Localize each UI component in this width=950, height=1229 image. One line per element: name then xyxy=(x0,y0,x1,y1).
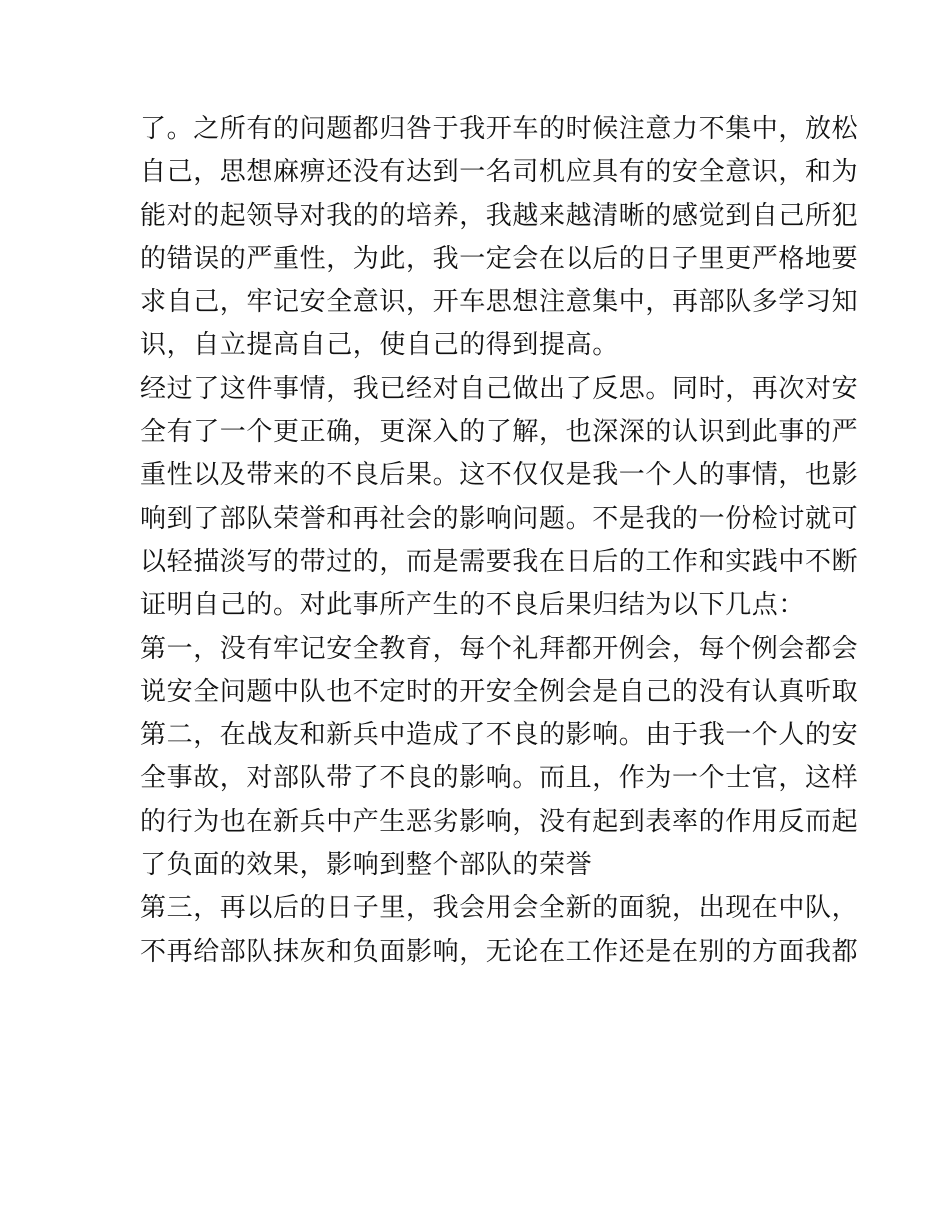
text-line: 求自己，牢记安全意识，开车思想注意集中，再部队多学习知 xyxy=(140,287,859,318)
text-line: 重性以及带来的不良后果。这不仅仅是我一个人的事情，也影 xyxy=(140,460,859,491)
text-line: 能对的起领导对我的的培养，我越来越清晰的感觉到自己所犯 xyxy=(140,200,859,231)
text-line: 自己，思想麻痹还没有达到一名司机应具有的安全意识，和为 xyxy=(140,157,859,188)
text-line: 经过了这件事情，我已经对自己做出了反思。同时，再次对安 xyxy=(140,373,859,404)
text-line: 响到了部队荣誉和再社会的影响问题。不是我的一份检讨就可 xyxy=(140,503,859,534)
text-line: 说安全问题中队也不定时的开安全例会是自己的没有认真听取 xyxy=(140,676,859,707)
text-line: 不再给部队抹灰和负面影响，无论在工作还是在别的方面我都 xyxy=(140,936,859,967)
text-line: 第三，再以后的日子里，我会用会全新的面貌，出现在中队， xyxy=(140,893,859,924)
text-line: 证明自己的。对此事所产生的不良后果归结为以下几点： xyxy=(140,590,806,621)
text-line: 的行为也在新兵中产生恶劣影响，没有起到表率的作用反而起 xyxy=(140,806,859,837)
text-line: 第一，没有牢记安全教育，每个礼拜都开例会，每个例会都会 xyxy=(140,633,859,664)
text-line: 了。之所有的问题都归咎于我开车的时候注意力不集中，放松 xyxy=(140,114,859,144)
text-line: 全事故，对部队带了不良的影响。而且，作为一个士官，这样 xyxy=(140,763,859,794)
text-line: 全有了一个更正确，更深入的了解，也深深的认识到此事的严 xyxy=(140,417,859,448)
text-line: 了负面的效果，影响到整个部队的荣誉 xyxy=(140,850,593,881)
text-line: 的错误的严重性，为此，我一定会在以后的日子里更严格地要 xyxy=(140,243,859,274)
text-line: 以轻描淡写的带过的，而是需要我在日后的工作和实践中不断 xyxy=(140,546,859,577)
text-line: 第二，在战友和新兵中造成了不良的影响。由于我一个人的安 xyxy=(140,720,859,751)
text-line: 识，自立提高自己，使自己的得到提高。 xyxy=(140,330,619,361)
document-body xyxy=(140,108,859,974)
